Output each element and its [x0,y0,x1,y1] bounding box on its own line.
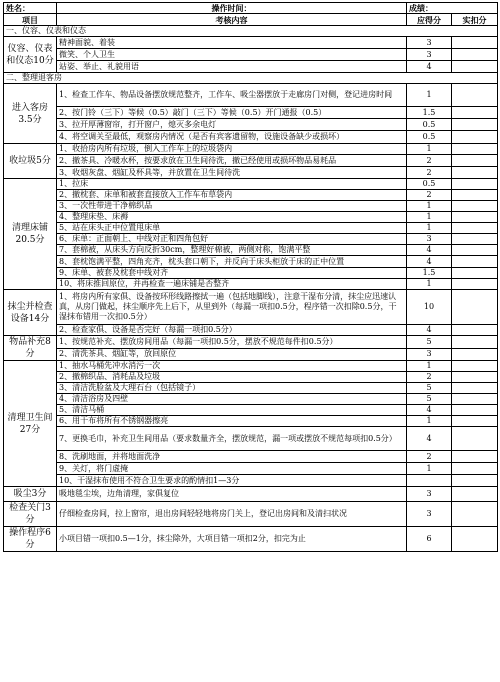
due-score: 3 [407,348,452,361]
due-score: 0.5 [407,179,452,190]
item-content: 3、收烟灰盘、烟缸及杯具等，并放置在卫生间待洗 [57,167,407,179]
item-content: 1、按规范补充、摆放房间用品（每漏一项扣0.5分，摆放不规范每件扣0.5分） [57,336,407,349]
table-row [4,190,498,201]
column-header-row [4,14,498,26]
table-row [4,383,498,394]
actual-deduction-cell[interactable] [452,279,498,290]
due-score: 10 [407,290,452,325]
table-row [4,325,498,336]
item-content: 7、更换毛巾，补充卫生间用品（要求数量齐全，摆放规范，漏一项或摆放不规范每项扣0.5分） [57,427,407,451]
due-score: 1.5 [407,107,452,119]
item-content: 5、清洁马桶 [57,405,407,416]
actual-deduction-cell[interactable] [452,372,498,383]
due-score: 2 [407,190,452,201]
actual-deduction-cell[interactable] [452,144,498,155]
table-row [4,119,498,131]
due-score: 1 [407,416,452,427]
col-content-header: 考核内容 [57,14,407,26]
due-score: 4 [407,245,452,256]
table-row [4,49,498,61]
table-row [4,487,498,502]
due-score: 0.5 [407,119,452,131]
due-score: 4 [407,405,452,416]
item-content: 微笑、个人卫生 [57,49,407,61]
item-content: 9、关灯，将门虚掩 [57,463,407,475]
actual-deduction-cell[interactable] [452,383,498,394]
due-score: 4 [407,61,452,73]
table-row [4,427,498,451]
actual-deduction-cell[interactable] [452,131,498,144]
section-title: 一、仪容、仪表和仪态 [4,26,498,37]
item-content: 10、干湿抹布使用不符合卫生要求的酌情扣1—3分 [57,475,407,487]
item-content: 8、洗刷地面，并将地面洗净 [57,451,407,463]
actual-deduction-cell[interactable] [452,256,498,268]
item-content: 5、站在床头正中位置甩床单 [57,223,407,234]
actual-deduction-cell[interactable] [452,179,498,190]
name-label: 姓名： [4,3,57,14]
actual-deduction-cell[interactable] [452,487,498,502]
table-row [4,268,498,279]
item-content: 精神面貌、着装 [57,37,407,49]
group-name: 物品补充8分 [4,336,57,361]
table-row [4,405,498,416]
table-row [4,245,498,256]
section-title-row [4,73,498,84]
due-score: 1 [407,84,452,107]
item-content: 2、撤枕套、床单和被套直接放入工作车布草袋内 [57,190,407,201]
due-score: 2 [407,372,452,383]
item-content: 2、撤棉织品、消耗品及垃圾 [57,372,407,383]
item-content: 2、按门铃（三下）等候（0.5）敲门（三下）等候（0.5）开门通报（0.5） [57,107,407,119]
due-score: 4 [407,427,452,451]
group-name: 操作程序6分 [4,527,57,552]
col-item-header: 项目 [4,14,57,26]
col-due-header: 应得分 [407,14,452,26]
due-score: 3 [407,487,452,502]
item-content: 1、拉床 [57,179,407,190]
table-row [4,234,498,245]
actual-deduction-cell[interactable] [452,155,498,167]
table-row [4,451,498,463]
item-content: 1、检查工作车、物品设备摆放规范整齐，工作车、吸尘器摆放于走廊房门对侧，登记进房时间 [57,84,407,107]
actual-deduction-cell[interactable] [452,107,498,119]
due-score: 2 [407,451,452,463]
table-row [4,107,498,119]
table-row [4,84,498,107]
actual-deduction-cell[interactable] [452,361,498,372]
due-score: 1 [407,212,452,223]
item-content: 站姿、举止、礼貌用语 [57,61,407,73]
table-row [4,361,498,372]
table-row [4,201,498,212]
group-name: 清理卫生间27分 [4,361,57,487]
item-content: 2、撤茶具、冷暖水杯，按要求放在卫生间待洗，撤已经使用或损坏物品易耗品 [57,155,407,167]
item-content: 4、整理床垫、床褥 [57,212,407,223]
due-score: 1 [407,144,452,155]
group-name: 清理床铺20.5分 [4,179,57,290]
actual-deduction-cell[interactable] [452,451,498,463]
actual-deduction-cell[interactable] [452,84,498,107]
table-row [4,502,498,527]
group-name: 吸尘3分 [4,487,57,502]
item-content: 1、收拾房内所有垃圾，倒入工作车上的垃圾袋内 [57,144,407,155]
table-row [4,155,498,167]
table-row [4,212,498,223]
table-row [4,463,498,475]
actual-deduction-cell[interactable] [452,201,498,212]
due-score: 4 [407,256,452,268]
group-name: 抹尘并检查设备14分 [4,290,57,336]
actual-deduction-cell[interactable] [452,527,498,552]
assessment-table [3,2,498,552]
actual-deduction-cell[interactable] [452,416,498,427]
item-content: 1、将房内所有家俱、设备按环形线路擦拭一遍（包括地脚线），注意干湿布分清，抹尘应迅速认真，从房门做起，抹尘顺序先上后下，从里到外（每漏一项扣0.5分，程序错一次扣除0.5分，干湿抹布错用一次扣0.5分） [57,290,407,325]
item-content: 4、将空调关至最低，观察房内情况（是否有宾客遗留物，设施设备缺少或损坏） [57,131,407,144]
item-content: 1、抽水马桶先冲水消污一次 [57,361,407,372]
due-score: 3 [407,502,452,527]
due-score: 4 [407,325,452,336]
due-score: 3 [407,49,452,61]
table-row [4,167,498,179]
due-score: 2 [407,155,452,167]
due-score [407,475,452,487]
due-score: 5 [407,394,452,405]
item-content: 吸地毯尘埃，边角清理，家俱复位 [57,487,407,502]
actual-deduction-cell[interactable] [452,61,498,73]
item-content: 3、一次性带进干净棉织品 [57,201,407,212]
item-content: 9、床单、被套及枕套中线对齐 [57,268,407,279]
due-score: 5 [407,336,452,349]
table-row [4,348,498,361]
actual-deduction-cell[interactable] [452,463,498,475]
actual-deduction-cell[interactable] [452,405,498,416]
table-row [4,61,498,73]
item-content: 8、套枕饱满平整，四角充齐，枕头套口朝下，并反向于床头柜放于床的正中位置 [57,256,407,268]
actual-deduction-cell[interactable] [452,245,498,256]
score-label: 成绩： [407,3,498,14]
group-name: 收垃圾5分 [4,144,57,179]
actual-deduction-cell[interactable] [452,427,498,451]
actual-deduction-cell[interactable] [452,190,498,201]
table-row [4,144,498,155]
due-score: 3 [407,37,452,49]
table-row [4,394,498,405]
table-row [4,416,498,427]
table-row [4,372,498,383]
table-row [4,179,498,190]
due-score: 1.5 [407,268,452,279]
item-content: 6、用干布将所有不锈钢器擦亮 [57,416,407,427]
group-name: 进入客房3.5分 [4,84,57,144]
top-header-row [4,3,498,14]
item-content: 仔细检查房间，拉上窗帘，退出房间轻轻地将房门关上，登记出房间和及清扫状况 [57,502,407,527]
table-row [4,37,498,49]
item-content: 2、清洗茶具、烟缸等，放回原位 [57,348,407,361]
table-row [4,336,498,349]
actual-deduction-cell[interactable] [452,290,498,325]
actual-deduction-cell[interactable] [452,348,498,361]
group-name: 仪容、仪表和仪态10分 [4,37,57,73]
item-content: 2、检查家俱、设备是否完好（每漏一项扣0.5分） [57,325,407,336]
section-title-row [4,26,498,37]
due-score: 3 [407,234,452,245]
actual-deduction-cell[interactable] [452,336,498,349]
actual-deduction-cell[interactable] [452,119,498,131]
table-row [4,290,498,325]
actual-deduction-cell[interactable] [452,49,498,61]
item-content: 3、拉开厚薄窗帘，打开窗户，熄灭多余电灯 [57,119,407,131]
actual-deduction-cell[interactable] [452,268,498,279]
actual-deduction-cell[interactable] [452,234,498,245]
actual-deduction-cell[interactable] [452,223,498,234]
actual-deduction-cell[interactable] [452,212,498,223]
table-row [4,527,498,552]
col-actual-header: 实扣分 [452,14,498,26]
table-row [4,256,498,268]
item-content: 6、床单：正面朝上、中线对正和四角包好 [57,234,407,245]
due-score: 1 [407,201,452,212]
due-score: 1 [407,361,452,372]
actual-deduction-cell[interactable] [452,502,498,527]
due-score: 0.5 [407,131,452,144]
actual-deduction-cell[interactable] [452,394,498,405]
item-content: 4、清洁浴房及四壁 [57,394,407,405]
item-content: 7、套棉被，从床头方向反折30cm，整理好棉被，两侧对称，饱满平整 [57,245,407,256]
due-score: 1 [407,463,452,475]
item-content: 小项目错一项扣0.5—1分，抹尘除外，大项目错一项扣2分，扣完为止 [57,527,407,552]
table-row [4,475,498,487]
table-row [4,131,498,144]
section-title: 二、整理退客房 [4,73,498,84]
item-content: 3、清洁洗脸盆及大理石台（包括镜子） [57,383,407,394]
table-row [4,279,498,290]
group-name: 检查关门3分 [4,502,57,527]
actual-deduction-cell[interactable] [452,475,498,487]
due-score: 1 [407,279,452,290]
actual-deduction-cell[interactable] [452,37,498,49]
actual-deduction-cell[interactable] [452,167,498,179]
due-score: 5 [407,383,452,394]
table-row [4,223,498,234]
optime-label: 操作时间： [57,3,407,14]
due-score: 1 [407,223,452,234]
actual-deduction-cell[interactable] [452,325,498,336]
due-score: 2 [407,167,452,179]
item-content: 10、将床推回原位，并再检查一遍床铺是否整齐 [57,279,407,290]
due-score: 6 [407,527,452,552]
